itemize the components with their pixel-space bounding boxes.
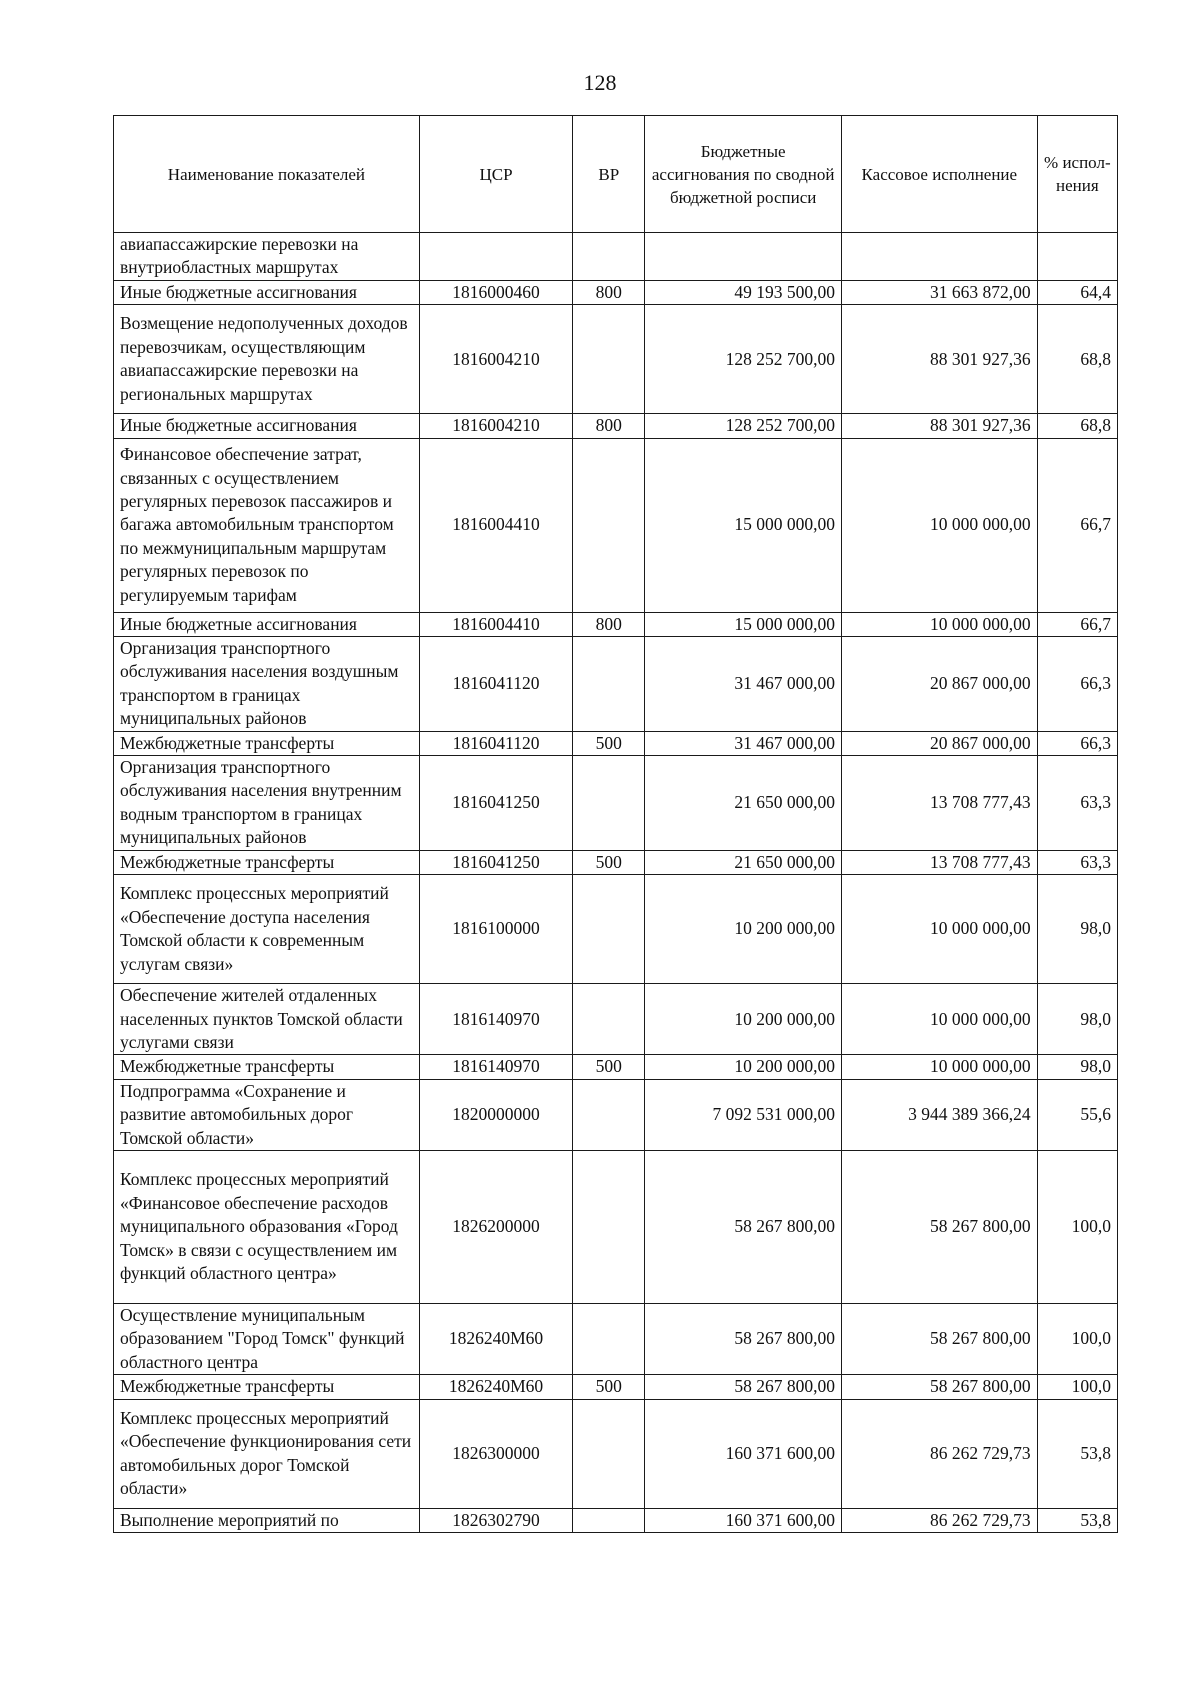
cell-vr xyxy=(573,438,645,612)
cell-pct: 66,3 xyxy=(1037,637,1117,732)
cell-budget: 10 200 000,00 xyxy=(645,1055,842,1079)
cell-pct: 66,3 xyxy=(1037,731,1117,755)
cell-cash: 58 267 800,00 xyxy=(842,1375,1038,1399)
cell-vr: 500 xyxy=(573,731,645,755)
cell-name: Межбюджетные трансферты xyxy=(114,1375,420,1399)
cell-csr: 1816140970 xyxy=(419,1055,572,1079)
cell-vr: 800 xyxy=(573,612,645,636)
cell-csr: 1816041250 xyxy=(419,756,572,851)
cell-vr xyxy=(573,875,645,984)
header-pct: % испол-нения xyxy=(1037,116,1117,233)
cell-vr: 500 xyxy=(573,850,645,874)
cell-name: Организация транспортного обслуживания населения внутренним водным транспортом в границах муниципальных районов xyxy=(114,756,420,851)
table-row xyxy=(114,305,1118,414)
cell-csr: 1816004210 xyxy=(419,414,572,438)
cell-budget: 49 193 500,00 xyxy=(645,280,842,304)
table-row xyxy=(114,731,1118,755)
cell-vr xyxy=(573,984,645,1055)
cell-name: Межбюджетные трансферты xyxy=(114,1055,420,1079)
cell-budget: 128 252 700,00 xyxy=(645,414,842,438)
cell-pct: 100,0 xyxy=(1037,1150,1117,1303)
cell-name: Финансовое обеспечение затрат, связанных с осуществлением регулярных перевозок пассажиров и багажа автомобильным транспортом по межмуниципальным маршрутам регулярных перевозок по регулируемым тарифам xyxy=(114,438,420,612)
cell-pct: 66,7 xyxy=(1037,612,1117,636)
table-row xyxy=(114,1079,1118,1150)
table-row xyxy=(114,1375,1118,1399)
cell-name: Обеспечение жителей отдаленных населенных пунктов Томской области услугами связи xyxy=(114,984,420,1055)
cell-csr: 1826200000 xyxy=(419,1150,572,1303)
cell-pct: 68,8 xyxy=(1037,414,1117,438)
table-row xyxy=(114,756,1118,851)
cell-pct: 98,0 xyxy=(1037,984,1117,1055)
cell-cash: 13 708 777,43 xyxy=(842,850,1038,874)
cell-name: авиапассажирские перевозки на внутриобластных маршрутах xyxy=(114,233,420,281)
cell-cash: 10 000 000,00 xyxy=(842,438,1038,612)
cell-budget: 58 267 800,00 xyxy=(645,1150,842,1303)
cell-csr: 1816004210 xyxy=(419,305,572,414)
cell-name: Комплекс процессных мероприятий «Обеспечение функционирования сети автомобильных дорог Томской области» xyxy=(114,1399,420,1508)
cell-pct: 98,0 xyxy=(1037,1055,1117,1079)
table-row xyxy=(114,1399,1118,1508)
table-row xyxy=(114,414,1118,438)
cell-pct: 100,0 xyxy=(1037,1303,1117,1374)
cell-vr xyxy=(573,1079,645,1150)
cell-csr: 1826240М60 xyxy=(419,1375,572,1399)
cell-budget: 58 267 800,00 xyxy=(645,1375,842,1399)
cell-budget: 160 371 600,00 xyxy=(645,1508,842,1532)
cell-budget: 31 467 000,00 xyxy=(645,731,842,755)
table-row xyxy=(114,1303,1118,1374)
cell-cash: 20 867 000,00 xyxy=(842,637,1038,732)
cell-csr: 1816041120 xyxy=(419,637,572,732)
cell-pct: 53,8 xyxy=(1037,1399,1117,1508)
cell-cash: 86 262 729,73 xyxy=(842,1508,1038,1532)
cell-name: Межбюджетные трансферты xyxy=(114,850,420,874)
cell-cash: 3 944 389 366,24 xyxy=(842,1079,1038,1150)
cell-pct: 100,0 xyxy=(1037,1375,1117,1399)
table-row xyxy=(114,612,1118,636)
cell-cash xyxy=(842,233,1038,281)
cell-pct: 63,3 xyxy=(1037,850,1117,874)
cell-vr xyxy=(573,1303,645,1374)
cell-csr: 1816041120 xyxy=(419,731,572,755)
cell-cash: 10 000 000,00 xyxy=(842,875,1038,984)
cell-pct: 66,7 xyxy=(1037,438,1117,612)
cell-budget: 7 092 531 000,00 xyxy=(645,1079,842,1150)
cell-name: Межбюджетные трансферты xyxy=(114,731,420,755)
cell-vr: 500 xyxy=(573,1375,645,1399)
cell-cash: 10 000 000,00 xyxy=(842,612,1038,636)
cell-pct: 53,8 xyxy=(1037,1508,1117,1532)
cell-cash: 10 000 000,00 xyxy=(842,984,1038,1055)
table-row xyxy=(114,850,1118,874)
table-header-row xyxy=(114,116,1118,233)
cell-vr xyxy=(573,1399,645,1508)
cell-vr: 500 xyxy=(573,1055,645,1079)
cell-cash: 10 000 000,00 xyxy=(842,1055,1038,1079)
cell-pct: 68,8 xyxy=(1037,305,1117,414)
cell-name: Комплекс процессных мероприятий «Финансовое обеспечение расходов муниципального образования «Город Томск» в связи с осуществлением им функций областного центра» xyxy=(114,1150,420,1303)
cell-budget: 31 467 000,00 xyxy=(645,637,842,732)
header-cash: Кассовое исполнение xyxy=(842,116,1038,233)
cell-csr: 1816100000 xyxy=(419,875,572,984)
cell-budget: 21 650 000,00 xyxy=(645,850,842,874)
cell-cash: 58 267 800,00 xyxy=(842,1150,1038,1303)
cell-name: Возмещение недополученных доходов перевозчикам, осуществляющим авиапассажирские перевозки на региональных маршрутах xyxy=(114,305,420,414)
table-row xyxy=(114,1055,1118,1079)
cell-cash: 88 301 927,36 xyxy=(842,305,1038,414)
cell-csr: 1820000000 xyxy=(419,1079,572,1150)
cell-vr xyxy=(573,305,645,414)
cell-budget: 21 650 000,00 xyxy=(645,756,842,851)
cell-budget: 15 000 000,00 xyxy=(645,438,842,612)
table-row xyxy=(114,637,1118,732)
cell-name: Комплекс процессных мероприятий «Обеспечение доступа населения Томской области к современным услугам связи» xyxy=(114,875,420,984)
cell-name: Организация транспортного обслуживания населения воздушным транспортом в границах муниципальных районов xyxy=(114,637,420,732)
table-row xyxy=(114,1150,1118,1303)
table-row xyxy=(114,233,1118,281)
cell-pct xyxy=(1037,233,1117,281)
cell-budget: 15 000 000,00 xyxy=(645,612,842,636)
table-row xyxy=(114,438,1118,612)
cell-name: Иные бюджетные ассигнования xyxy=(114,280,420,304)
cell-name: Подпрограмма «Сохранение и развитие автомобильных дорог Томской области» xyxy=(114,1079,420,1150)
table-body xyxy=(114,233,1118,1533)
table-row xyxy=(114,875,1118,984)
cell-vr xyxy=(573,233,645,281)
cell-csr: 1816004410 xyxy=(419,612,572,636)
cell-pct: 55,6 xyxy=(1037,1079,1117,1150)
cell-pct: 98,0 xyxy=(1037,875,1117,984)
cell-csr xyxy=(419,233,572,281)
cell-name: Иные бюджетные ассигнования xyxy=(114,612,420,636)
cell-budget: 160 371 600,00 xyxy=(645,1399,842,1508)
table-row xyxy=(114,984,1118,1055)
cell-csr: 1816004410 xyxy=(419,438,572,612)
cell-name: Иные бюджетные ассигнования xyxy=(114,414,420,438)
cell-vr xyxy=(573,756,645,851)
header-vr: ВР xyxy=(573,116,645,233)
cell-cash: 31 663 872,00 xyxy=(842,280,1038,304)
cell-csr: 1816041250 xyxy=(419,850,572,874)
cell-cash: 86 262 729,73 xyxy=(842,1399,1038,1508)
cell-pct: 63,3 xyxy=(1037,756,1117,851)
page-number: 128 xyxy=(583,70,617,95)
header-budget: Бюджетные ассигнования по сводной бюджетной росписи xyxy=(645,116,842,233)
cell-vr xyxy=(573,637,645,732)
cell-cash: 20 867 000,00 xyxy=(842,731,1038,755)
header-name: Наименование показателей xyxy=(114,116,420,233)
cell-budget: 128 252 700,00 xyxy=(645,305,842,414)
cell-cash: 58 267 800,00 xyxy=(842,1303,1038,1374)
cell-cash: 88 301 927,36 xyxy=(842,414,1038,438)
cell-name: Выполнение мероприятий по xyxy=(114,1508,420,1532)
cell-budget: 10 200 000,00 xyxy=(645,984,842,1055)
header-csr: ЦСР xyxy=(419,116,572,233)
cell-budget xyxy=(645,233,842,281)
cell-vr: 800 xyxy=(573,280,645,304)
cell-vr: 800 xyxy=(573,414,645,438)
cell-cash: 13 708 777,43 xyxy=(842,756,1038,851)
table-row xyxy=(114,280,1118,304)
cell-csr: 1816140970 xyxy=(419,984,572,1055)
cell-csr: 1826302790 xyxy=(419,1508,572,1532)
cell-vr xyxy=(573,1508,645,1532)
cell-name: Осуществление муниципальным образованием "Город Томск" функций областного центра xyxy=(114,1303,420,1374)
cell-budget: 10 200 000,00 xyxy=(645,875,842,984)
cell-csr: 1826300000 xyxy=(419,1399,572,1508)
cell-csr: 1826240М60 xyxy=(419,1303,572,1374)
cell-pct: 64,4 xyxy=(1037,280,1117,304)
cell-csr: 1816000460 xyxy=(419,280,572,304)
cell-vr xyxy=(573,1150,645,1303)
table-row xyxy=(114,1508,1118,1532)
cell-budget: 58 267 800,00 xyxy=(645,1303,842,1374)
budget-table xyxy=(113,115,1118,1533)
